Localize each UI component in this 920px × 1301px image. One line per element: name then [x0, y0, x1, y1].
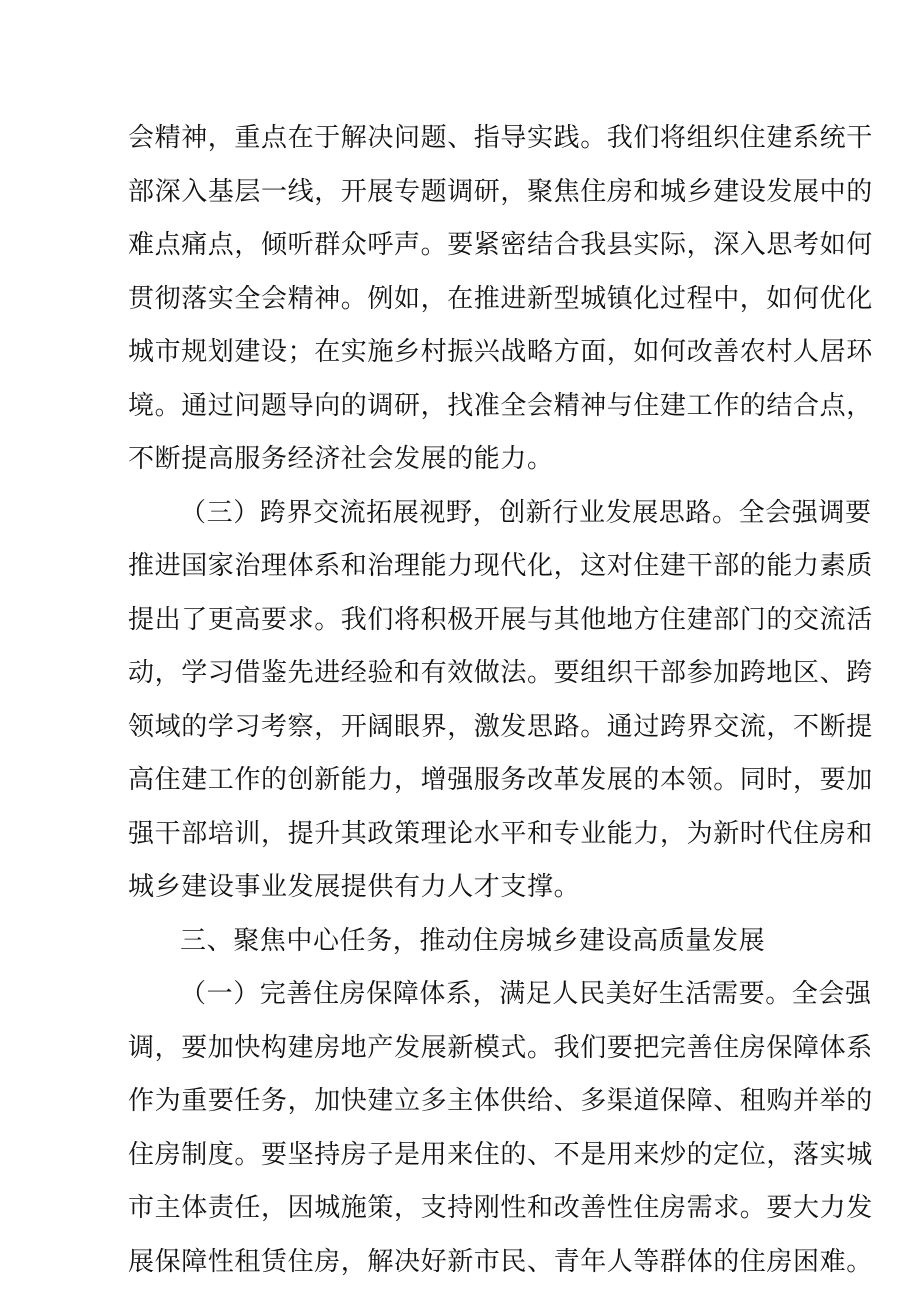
paragraph-line: 高住建工作的创新能力，增强服务改革发展的本领。同时，要加: [128, 765, 873, 795]
paragraph-line: 强干部培训，提升其政策理论水平和专业能力，为新时代住房和: [128, 818, 873, 849]
paragraph-line: 推进国家治理体系和治理能力现代化，这对住建干部的能力素质: [128, 551, 873, 581]
paragraph-line: 提出了更高要求。我们将积极开展与其他地方住建部门的交流活: [128, 604, 873, 635]
paragraph-line: 城市规划建设；在实施乡村振兴战略方面，如何改善农村人居环: [128, 337, 873, 367]
document-body: [128, 112, 873, 1289]
paragraph-line: 作为重要任务，加快建立多主体供给、多渠道保障、租购并举的: [128, 1086, 873, 1116]
paragraph-line: 住房制度。要坚持房子是用来住的、不是用来炒的定位，落实城: [128, 1139, 873, 1170]
paragraph-line: 难点痛点，倾听群众呼声。要紧密结合我县实际，深入思考如何: [128, 230, 873, 260]
section-3-first-line: （三）跨界交流拓展视野，创新行业发展思路。全会强调要: [180, 497, 872, 528]
paragraph-line: 不断提高服务经济社会发展的能力。: [128, 444, 554, 474]
paragraph-line: 贯彻落实全会精神。例如，在推进新型城镇化过程中，如何优化: [128, 283, 873, 314]
paragraph-line: 部深入基层一线，开展专题调研，聚焦住房和城乡建设发展中的: [128, 176, 873, 207]
section-heading: 三、聚焦中心任务，推动住房城乡建设高质量发展: [180, 925, 766, 956]
paragraph-line: 领域的学习考察，开阔眼界，激发思路。通过跨界交流，不断提: [128, 711, 873, 742]
paragraph-line: 动，学习借鉴先进经验和有效做法。要组织干部参加跨地区、跨: [128, 658, 873, 688]
subsection-1-first-line: （一）完善住房保障体系，满足人民美好生活需要。全会强: [180, 979, 872, 1009]
paragraph-line: 会精神，重点在于解决问题、指导实践。我们将组织住建系统干: [128, 123, 873, 153]
paragraph-line: 展保障性租赁住房，解决好新市民、青年人等群体的住房困难。: [128, 1246, 873, 1277]
paragraph-line: 市主体责任，因城施策，支持刚性和改善性住房需求。要大力发: [128, 1193, 873, 1223]
paragraph-line: 城乡建设事业发展提供有力人才支撑。: [128, 872, 581, 902]
paragraph-line: 调，要加快构建房地产发展新模式。我们要把完善住房保障体系: [128, 1032, 873, 1063]
paragraph-line: 境。通过问题导向的调研，找准全会精神与住建工作的结合点，: [128, 390, 873, 421]
